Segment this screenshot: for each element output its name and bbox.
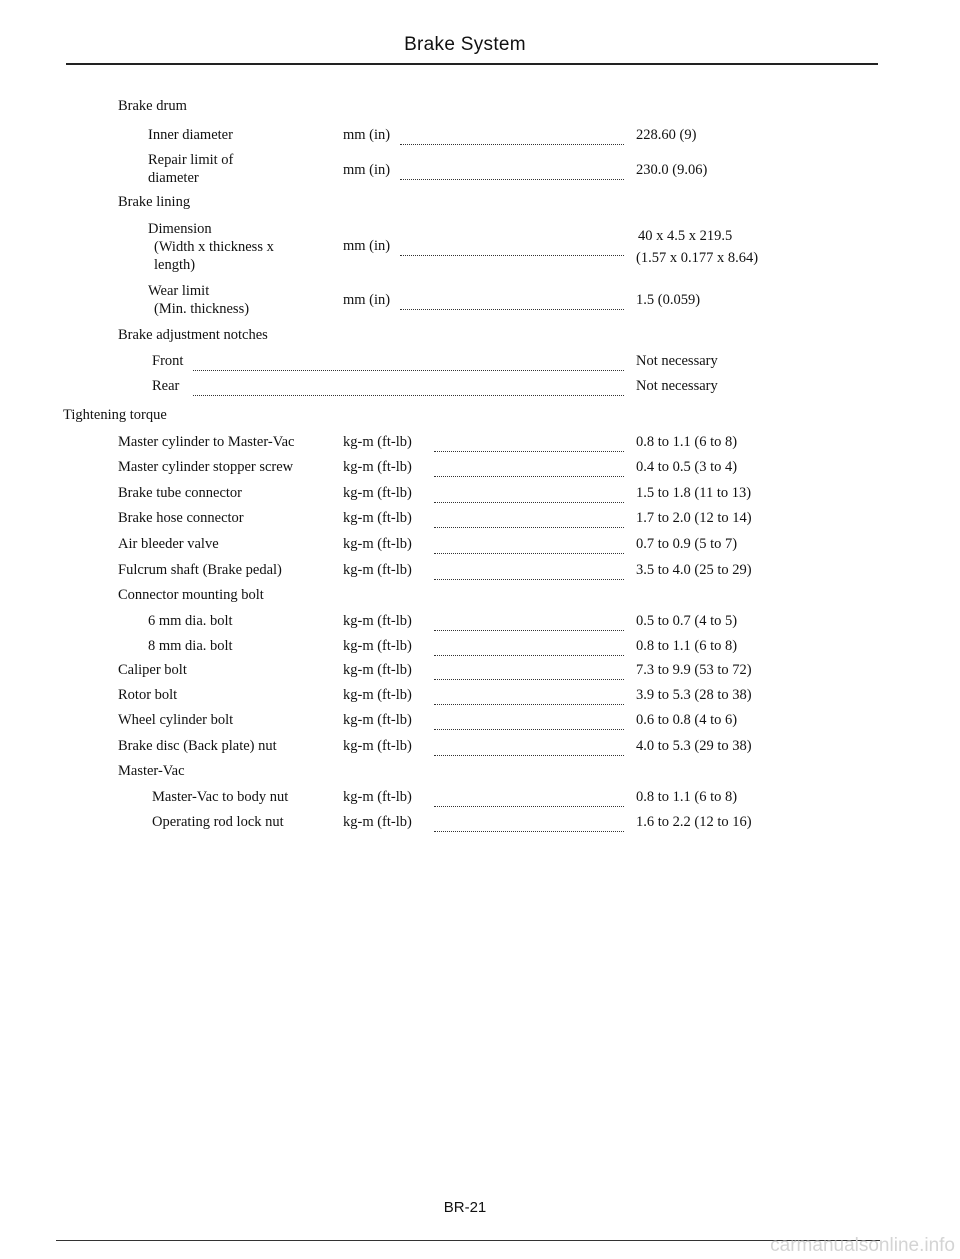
section-brake-lining: Brake lining [118,194,191,210]
repair-limit-unit: mm (in) [343,162,391,178]
section-connector-bolt: Connector mounting bolt [118,587,264,603]
section-tightening-torque: Tightening torque [63,407,167,423]
wear-limit-label-2: (Min. thickness) [154,301,250,317]
torque-label: Brake hose connector [118,510,244,526]
front-label: Front [152,353,184,369]
torque-label: Master cylinder to Master-Vac [118,434,295,450]
torque-unit: kg-m (ft-lb) [343,510,412,526]
torque-value: 3.5 to 4.0 (25 to 29) [636,562,752,578]
section-adjustment: Brake adjustment notches [118,327,268,343]
section-brake-drum: Brake drum [118,98,187,114]
header-rule [66,63,878,65]
dimension-value-2: (1.57 x 0.177 x 8.64) [636,250,759,266]
torque-unit: kg-m (ft-lb) [343,434,412,450]
mastervac-label: Master-Vac to body nut [152,789,289,805]
torque-unit: kg-m (ft-lb) [343,562,412,578]
mastervac-value: 1.6 to 2.2 (12 to 16) [636,814,752,830]
section-master-vac: Master-Vac [118,763,185,779]
wear-limit-value: 1.5 (0.059) [636,292,701,308]
torque-unit: kg-m (ft-lb) [343,712,412,728]
leader-dots [434,434,624,452]
torque-label: Wheel cylinder bolt [118,712,234,728]
torque-unit: kg-m (ft-lb) [343,459,412,475]
torque-value: 0.7 to 0.9 (5 to 7) [636,536,738,552]
leader-dots [434,536,624,554]
page-title: Brake System [404,34,526,55]
connector-unit: kg-m (ft-lb) [343,613,412,629]
torque-unit: kg-m (ft-lb) [343,536,412,552]
torque-value: 1.7 to 2.0 (12 to 14) [636,510,752,526]
leader-dots [400,162,624,180]
leader-dots [434,638,624,656]
rear-value: Not necessary [636,378,718,394]
leader-dots [434,510,624,528]
leader-dots [434,485,624,503]
dimension-value: 40 x 4.5 x 219.5 [638,228,733,244]
torque-unit: kg-m (ft-lb) [343,485,412,501]
dimension-unit: mm (in) [343,238,391,254]
torque-label: Caliper bolt [118,662,187,678]
leader-dots [434,687,624,705]
leader-dots [434,562,624,580]
torque-value: 1.5 to 1.8 (11 to 13) [636,485,752,501]
connector-value: 0.5 to 0.7 (4 to 5) [636,613,738,629]
leader-dots [400,238,624,256]
mastervac-unit: kg-m (ft-lb) [343,814,412,830]
leader-dots [434,789,624,807]
connector-label: 8 mm dia. bolt [148,638,233,654]
mastervac-unit: kg-m (ft-lb) [343,789,412,805]
connector-value: 0.8 to 1.1 (6 to 8) [636,638,738,654]
rear-label: Rear [152,378,180,394]
connector-label: 6 mm dia. bolt [148,613,233,629]
dimension-label-2: (Width x thickness x [154,239,274,255]
leader-dots [400,292,624,310]
dimension-label-3: length) [154,257,196,273]
inner-diameter-unit: mm (in) [343,127,391,143]
wear-limit-unit: mm (in) [343,292,391,308]
leader-dots [434,738,624,756]
leader-dots [434,814,624,832]
torque-unit: kg-m (ft-lb) [343,662,412,678]
torque-value: 4.0 to 5.3 (29 to 38) [636,738,752,754]
leader-dots [434,613,624,631]
inner-diameter-value: 228.60 (9) [636,127,697,143]
mastervac-value: 0.8 to 1.1 (6 to 8) [636,789,738,805]
torque-label: Brake tube connector [118,485,243,501]
torque-unit: kg-m (ft-lb) [343,687,412,703]
torque-value: 0.8 to 1.1 (6 to 8) [636,434,738,450]
leader-dots [434,712,624,730]
mastervac-label: Operating rod lock nut [152,814,284,830]
torque-label: Master cylinder stopper screw [118,459,294,475]
leader-dots [400,127,624,145]
front-value: Not necessary [636,353,718,369]
repair-limit-value: 230.0 (9.06) [636,162,708,178]
torque-value: 0.4 to 0.5 (3 to 4) [636,459,738,475]
repair-limit-label-2: diameter [148,170,199,186]
dimension-label: Dimension [148,221,212,237]
torque-unit: kg-m (ft-lb) [343,738,412,754]
torque-value: 3.9 to 5.3 (28 to 38) [636,687,752,703]
leader-dots [193,353,624,371]
inner-diameter-label: Inner diameter [148,127,233,143]
repair-limit-label: Repair limit of [148,152,234,168]
leader-dots [434,662,624,680]
leader-dots [434,459,624,477]
page-number: BR-21 [443,1199,487,1216]
torque-label: Brake disc (Back plate) nut [118,738,277,754]
torque-label: Fulcrum shaft (Brake pedal) [118,562,282,578]
leader-dots [193,378,624,396]
watermark: carmanualsonline.info [770,1235,955,1256]
connector-unit: kg-m (ft-lb) [343,638,412,654]
torque-label: Rotor bolt [118,687,178,703]
torque-label: Air bleeder valve [118,536,219,552]
torque-value: 7.3 to 9.9 (53 to 72) [636,662,752,678]
wear-limit-label: Wear limit [148,283,210,299]
torque-value: 0.6 to 0.8 (4 to 6) [636,712,738,728]
